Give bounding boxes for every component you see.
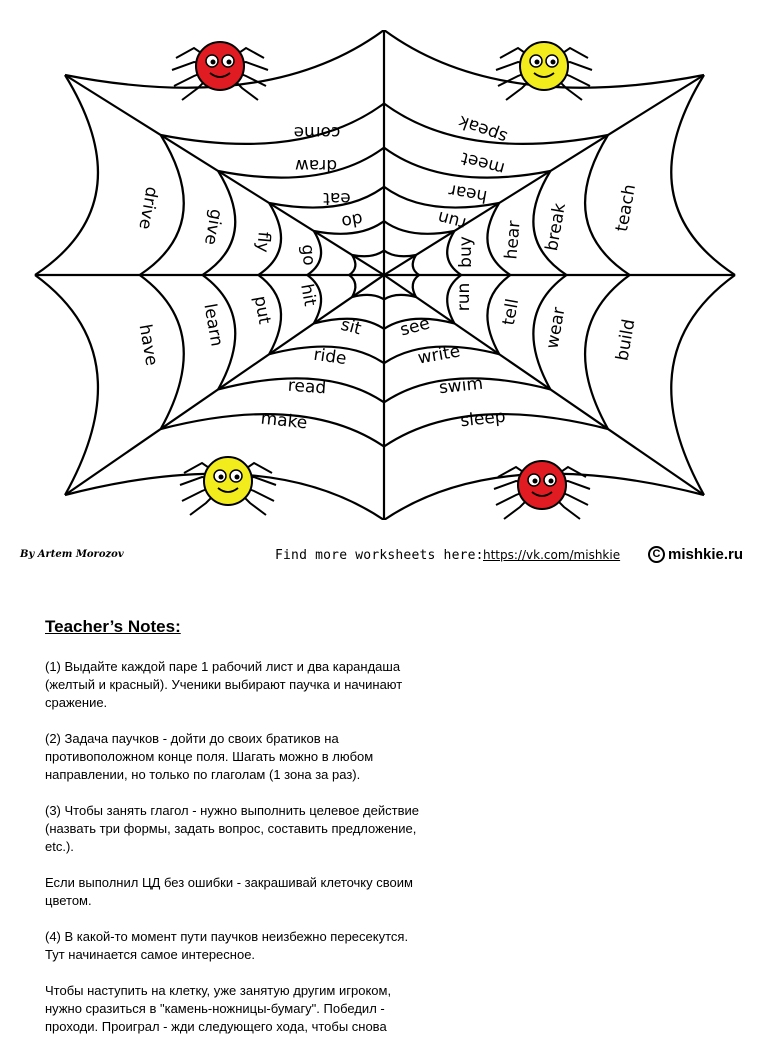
web-arc-thread	[349, 275, 355, 297]
copyright-site: mishkie.ru	[668, 546, 744, 563]
more-worksheets-text: Find more worksheets here:	[275, 548, 484, 563]
verb-word[interactable]: ride	[312, 344, 348, 370]
verb-word[interactable]: fly	[252, 230, 274, 254]
spider-icon	[172, 42, 268, 100]
verb-word[interactable]: wear	[542, 305, 570, 351]
verb-word[interactable]: sit	[338, 314, 364, 340]
verb-word[interactable]: go	[297, 243, 319, 267]
verb-word[interactable]: teach	[612, 182, 640, 234]
verb-word[interactable]: drive	[134, 185, 162, 231]
footer	[0, 546, 768, 570]
web-arc-thread	[35, 275, 98, 495]
note-paragraph: (2) Задача паучков - дойти до своих братиков на противоположном конце поля. Шагать можно в любом направлении, но только по глаголам (1 зона за раз).	[45, 731, 374, 782]
web-arc-thread	[35, 75, 98, 275]
vk-link[interactable]: https://vk.com/mishkie	[483, 548, 621, 562]
note-paragraph: Чтобы наступить на клетку, уже занятую другим игроком, нужно сразиться в "камень-ножницы-бумагу". Победил - проходи. Проиграл - жди следующего хода, чтобы снова	[45, 983, 392, 1034]
verb-word[interactable]: hear	[501, 219, 525, 261]
web-arc-thread	[384, 295, 416, 300]
notes-title: Teacher’s Notes:	[45, 617, 181, 636]
verb-word[interactable]: meet	[459, 147, 507, 179]
verb-word[interactable]: see	[398, 313, 432, 341]
note-paragraph: (4) В какой-то момент пути паучков неизбежно пересекутся. Тут начинается самое интересное.	[45, 929, 409, 962]
web-arc-thread	[352, 295, 384, 300]
web-arc-thread	[384, 251, 416, 257]
verb-word[interactable]: come	[293, 122, 341, 142]
verb-word[interactable]: learn	[199, 302, 227, 348]
verb-word[interactable]: have	[134, 322, 162, 368]
web-arc-thread	[349, 255, 355, 275]
verb-word[interactable]: read	[287, 375, 327, 399]
verb-word[interactable]: give	[200, 207, 226, 247]
spider-icon	[180, 457, 276, 515]
verb-word[interactable]: swim	[438, 373, 484, 399]
web-arc-thread	[413, 275, 419, 297]
verb-word[interactable]: put	[249, 294, 275, 326]
verb-word[interactable]: run	[454, 282, 474, 312]
verb-word[interactable]: eat	[323, 188, 351, 208]
verb-word[interactable]: run	[435, 206, 469, 234]
spider-web-worksheet	[30, 30, 740, 520]
web-arc-thread	[413, 255, 419, 275]
spider-icon	[494, 461, 590, 519]
note-paragraph: Если выполнил ЦД без ошибки - закрашивай клеточку своим цветом.	[45, 875, 413, 908]
note-paragraph: (1) Выдайте каждой паре 1 рабочий лист и два карандаша (желтый и красный). Ученики выбирают паучка и начинают сражение.	[45, 659, 403, 710]
teachers-notes	[45, 618, 425, 1054]
verb-word[interactable]: build	[612, 317, 640, 363]
verb-word[interactable]: do	[339, 208, 365, 232]
verb-word[interactable]: write	[416, 341, 462, 369]
verb-word[interactable]: hit	[296, 282, 320, 308]
web-arc-thread	[352, 251, 384, 257]
verb-word[interactable]: make	[259, 408, 309, 434]
spider-icon	[496, 42, 592, 100]
verb-word[interactable]: speak	[455, 110, 511, 148]
verb-word[interactable]: hear	[447, 179, 489, 207]
note-paragraph: (3) Чтобы занять глагол - нужно выполнить целевое действие (назвать три формы, задать вопрос, составить предложение, etc.).	[45, 803, 419, 854]
verb-word[interactable]: tell	[498, 297, 524, 327]
copyright-icon: C	[648, 546, 665, 563]
author-credit: By Artem Morozov	[20, 549, 124, 560]
web-arc-thread	[671, 75, 735, 275]
verb-word[interactable]: buy	[456, 236, 476, 268]
verb-word[interactable]: sleep	[459, 406, 507, 432]
verb-word[interactable]: draw	[294, 155, 338, 175]
web-arc-thread	[161, 104, 384, 144]
web-arc-thread	[671, 275, 735, 495]
verb-word[interactable]: break	[541, 201, 571, 253]
copyright	[648, 546, 743, 563]
